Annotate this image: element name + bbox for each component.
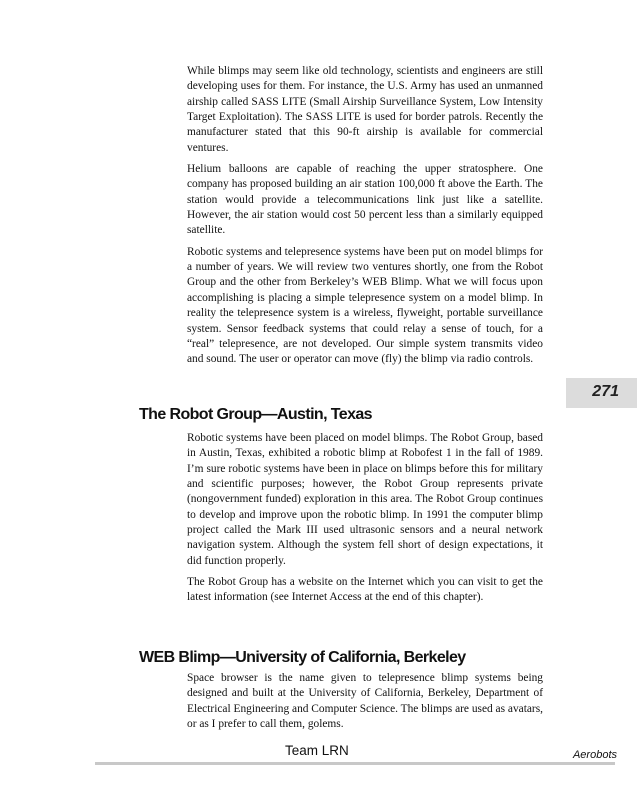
intro-paragraph: While blimps may seem like old technology, scientists and engineers are still developing uses for them. For instance, the U.S. Army has used an unmanned airship called SASS LITE (Small Airship Surveillance System, Low Intensity Target Exploitation). The SASS LITE is used for border patrols. Recently the manufacturer stated that this 90-ft airship is available for commercial ventures.	[187, 65, 543, 154]
section-heading-web-blimp: WEB Blimp—University of California, Berkeley	[139, 649, 466, 666]
page-number-tab	[566, 378, 637, 408]
intro-paragraph: Helium balloons are capable of reaching the upper stratosphere. One company has proposed building an air station 100,000 ft above the Earth. The station would provide a telecommunications link just like a satellite. However, the air station would cost 50 percent less than a similarly equipped satellite.	[187, 163, 543, 237]
robot-group-paragraph: Robotic systems have been placed on model blimps. The Robot Group, based in Austin, Texas, exhibited a robotic blimp at Robofest 1 in the fall of 1989. I’m sure robotic systems have been in place on blimps before this for military and scientific purposes; however, the Robot Group represents private (nongovernment funded) exploration in this area. The Robot Group continues to develop and improve upon the robotic blimp. In 1991 the computer blimp project called the Mark III used ultrasonic sensors and a neural network navigation system. Although the system fell short of design expectations, it did function properly.	[187, 432, 543, 567]
footer-rule	[95, 762, 615, 765]
footer-book-title: Aerobots	[572, 749, 617, 761]
robot-group-section	[187, 431, 543, 606]
web-blimp-paragraph: Space browser is the name given to telepresence blimp systems being designed and built at the University of California, Berkeley, Department of Electrical Engineering and Computer Science. The blimps are used as avatars, or as I prefer to call them, golems.	[187, 672, 543, 731]
footer-team-label: Team LRN	[285, 743, 349, 758]
section-heading-robot-group: The Robot Group—Austin, Texas	[139, 406, 372, 423]
intro-paragraph: Robotic systems and telepresence systems have been put on model blimps for a number of years. We will review two ventures shortly, one from the Robot Group and the other from Berkeley’s WEB Blimp. What we will focus upon accomplishing is placing a simple telepresence system on a model blimp. In reality the telepresence system is a wireless, flyweight, portable surveillance system. Sensor feedback systems that could relay a sense of touch, for a “real” telepresence, are not developed. Our simple system transmits video and sound. The user or operator can move (fly) the blimp via radio controls.	[187, 245, 543, 366]
web-blimp-section	[187, 671, 543, 732]
intro-section	[187, 64, 543, 368]
page-number: 271	[592, 383, 619, 400]
robot-group-paragraph: The Robot Group has a website on the Internet which you can visit to get the latest information (see Internet Access at the end of this chapter).	[187, 576, 543, 604]
